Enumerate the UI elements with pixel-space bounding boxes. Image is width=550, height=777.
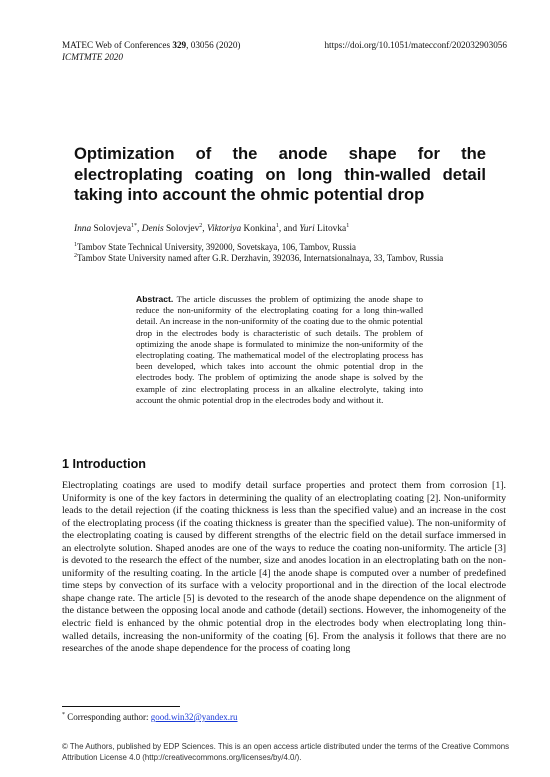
journal-citation: MATEC Web of Conferences 329, 03056 (2020) — [62, 40, 241, 50]
conference-name: ICMTMTE 2020 — [62, 52, 123, 62]
author-given-name: Denis — [141, 224, 164, 234]
footnote: * Corresponding author: good.win32@yandex.ru — [62, 712, 238, 722]
author-surname: Litovka — [317, 224, 347, 234]
section-body-text: Electroplating coatings are used to modify detail surface properties and protect them from corrosion [1]. Uniformity is one of the key factors in determining the quality of an electroplating coating [2]. Non-uniformity leads to the detail rejection (if the coating thickness is less than the specified value) and an increase in the cost of the electroplating process (if the coating thickness is greater than the specified value). The non-uniformity of the electroplating coating is caused by different strengths of the electric field on the detail surface immersed in an electrolyte solution. Shaped anodes are one of the ways to reduce the coating non-uniformity. The article [3] is devoted to the research the effect of the number, size and anodes location in an electroplating bath on the non-uniformity of the resulting coating. In the article [4] the anode shape is computed over a number of predefined time steps by convection of its surface with a velocity proportional and in the direction of the local electrode shape change rate. The article [5] is devoted to the research of the anode shape dependence on the alignment of the distance between the opposing local anode and cathode (detail) sections. However, the inhomogeneity of the electric field is enhanced by the ohmic potential drop in the electrodes body when electroplating long thin-walled details, increasing the non-uniformity of the coating [6]. From the analysis it follows that there are no researches of the anode shape dependence for the process of coating long — [62, 480, 506, 655]
author-given-name: Inna — [74, 224, 92, 234]
author-surname: Solovjev — [165, 224, 200, 234]
footnote-divider — [62, 706, 180, 707]
author-list: Inna Solovjeva$^{1*}$, Denis Solovjev$^2$, Viktoriya Konkina$^1$, and Yuri Litovka$^1$ — [74, 222, 350, 234]
section-heading: 1 Introduction — [62, 457, 146, 471]
affiliation-item: $^2$Tambov State University named after G.R. Derzhavin, 392036, Internatsionalnaya, 33, Tambov, Russia — [74, 253, 444, 264]
author-surname: Konkina — [243, 224, 276, 234]
affiliations — [74, 242, 494, 265]
author-given-name: Yuri — [299, 224, 315, 234]
license-notice: © The Authors, published by EDP Sciences. This is an open access article distributed under the terms of the Creative Commons Attribution License 4.0 (http://creativecommons.org/licenses/by/4.0/). — [62, 742, 510, 762]
author-surname: Solovjeva — [93, 224, 132, 234]
paper-title: Optimization of the anode shape for the electroplating coating on long thin-walled detail taking into account the ohmic potential drop — [74, 144, 486, 204]
volume-number: 329 — [172, 40, 187, 50]
author-email-link[interactable]: good.win32@yandex.ru — [150, 712, 238, 722]
author-given-name: Viktoriya — [206, 224, 242, 234]
doi-link[interactable]: https://doi.org/10.1051/matecconf/202032903056 — [324, 40, 507, 50]
abstract — [136, 294, 423, 406]
abstract-label: Abstract. — [136, 294, 174, 304]
affiliation-item: $^1$Tambov State Technical University, 392000, Sovetskaya, 106, Tambov, Russia — [74, 242, 356, 252]
abstract-text: The article discusses the problem of optimizing the anode shape to reduce the non-uniformity of the electroplating coating for a long thin-walled detail. An increase in the non-uniformity of the coating due to the ohmic potential drop in the electrodes body is characteristic of such details. The problem of optimizing the anode shape is formulated to minimize the non-uniformity of the electroplating coating. The mathematical model of the electroplating process has been developed, which takes into account the ohmic potential drop in the electrodes body. The problem of optimizing the anode shape is solved by the example of zinc electroplating process in an alkaline electrolyte, taking into account the ohmic potential drop in the electrodes body and without it. — [136, 294, 423, 405]
